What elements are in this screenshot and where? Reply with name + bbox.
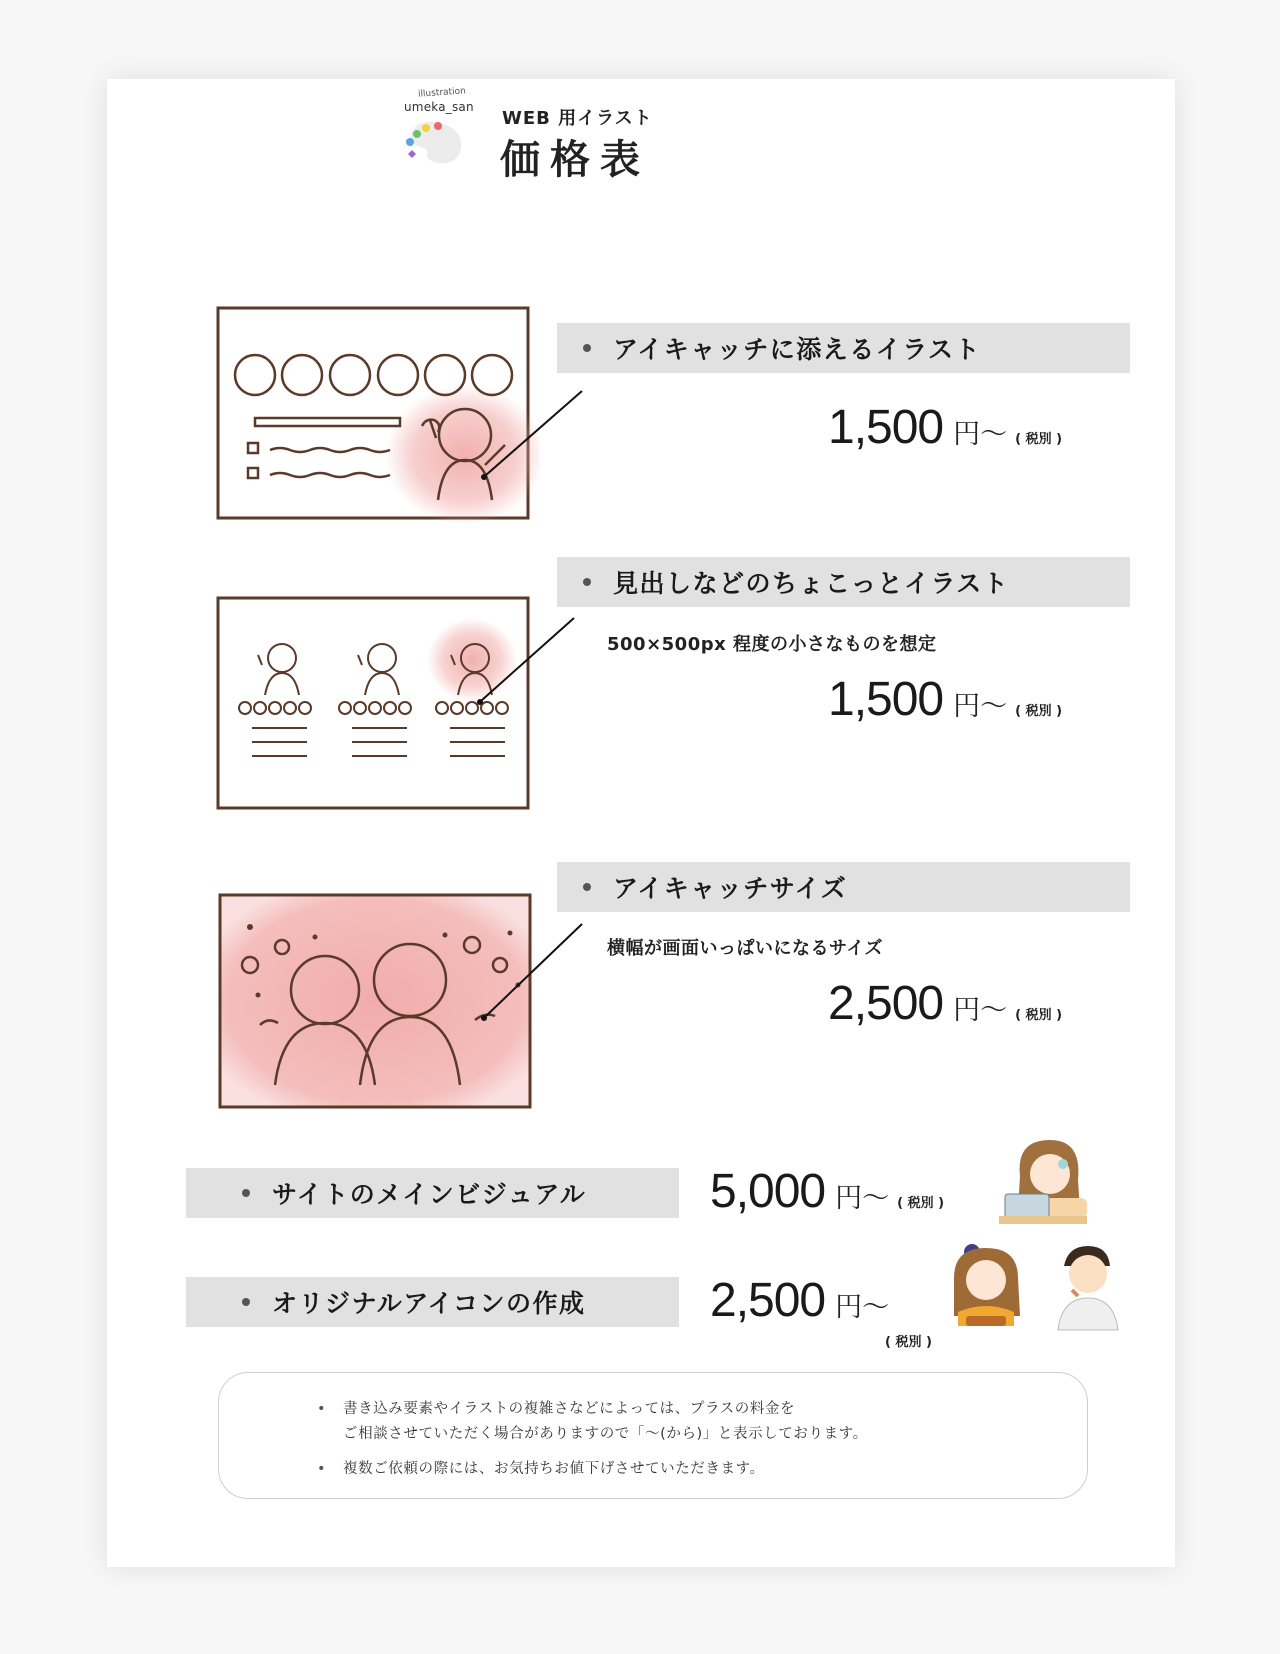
girl-with-laptop-illustration (995, 1136, 1095, 1226)
note-line: 書き込み要素やイラストの複雑さなどによっては、プラスの料金を (343, 1401, 796, 1417)
tax-note: ( 税別 ) (885, 1335, 932, 1350)
item-label: オリジナルアイコンの作成 (272, 1289, 586, 1318)
price-unit: 円〜 (953, 419, 1008, 450)
note-item (317, 1397, 868, 1447)
item-label: 見出しなどのちょこっとイラスト (613, 569, 1010, 598)
price-unit: 円〜 (835, 1183, 890, 1214)
label-bar-eyecatch-accent (557, 323, 1130, 373)
label-bar-heading (557, 557, 1130, 607)
price-eyecatch-size (828, 976, 1062, 1031)
item-label: アイキャッチサイズ (613, 874, 848, 903)
girl-icon-illustration (948, 1238, 1023, 1338)
price-value: 2,500 (710, 1274, 826, 1327)
price-value: 1,500 (828, 673, 944, 726)
logo-main-text: umeka_san (404, 100, 474, 114)
bullet-dot (242, 1298, 250, 1306)
price-main-visual (710, 1164, 944, 1219)
header-subtitle: WEB 用イラスト (502, 108, 653, 129)
pointer-line (472, 918, 592, 1028)
notes-list (317, 1397, 868, 1482)
tax-note: ( 税別 ) (1015, 1008, 1063, 1023)
page-title: 価格表 (500, 137, 650, 183)
man-icon-illustration (1050, 1240, 1122, 1335)
bullet-dot (583, 578, 591, 586)
bullet-dot (583, 883, 591, 891)
price-value: 1,500 (828, 401, 944, 454)
palette-icon (400, 114, 470, 174)
item-description: 横幅が画面いっぱいになるサイズ (607, 938, 884, 959)
item-description: 500×500px 程度の小さなものを想定 (607, 634, 937, 655)
price-unit: 円〜 (835, 1292, 890, 1323)
item-label: アイキャッチに添えるイラスト (613, 335, 982, 364)
pointer-line (470, 612, 590, 712)
note-line: ご相談させていただく場合がありますので「〜(から)」と表示しております。 (343, 1426, 868, 1442)
item-label: サイトのメインビジュアル (272, 1180, 587, 1209)
price-unit: 円〜 (953, 995, 1008, 1026)
bullet-dot (242, 1189, 250, 1197)
bullet-dot (583, 344, 591, 352)
umeka-logo (400, 88, 480, 178)
tax-note: ( 税別 ) (1015, 704, 1063, 719)
label-bar-main-visual (186, 1168, 679, 1218)
label-bar-original-icon (186, 1277, 679, 1327)
price-heading (828, 672, 1062, 727)
notes-box (218, 1372, 1088, 1499)
tax-note: ( 税別 ) (897, 1196, 945, 1211)
price-original-icon (710, 1273, 889, 1328)
price-value: 2,500 (828, 977, 944, 1030)
label-bar-eyecatch-size (557, 862, 1130, 912)
price-unit: 円〜 (953, 691, 1008, 722)
tax-note: ( 税別 ) (1015, 432, 1063, 447)
price-eyecatch-accent (828, 400, 1062, 455)
price-value: 5,000 (710, 1165, 826, 1218)
pointer-line (470, 385, 590, 485)
note-item: • 複数ご依頼の際には、お気持ちお値下げさせていただきます。 (317, 1457, 868, 1482)
logo-small-text: illustration (417, 86, 467, 100)
